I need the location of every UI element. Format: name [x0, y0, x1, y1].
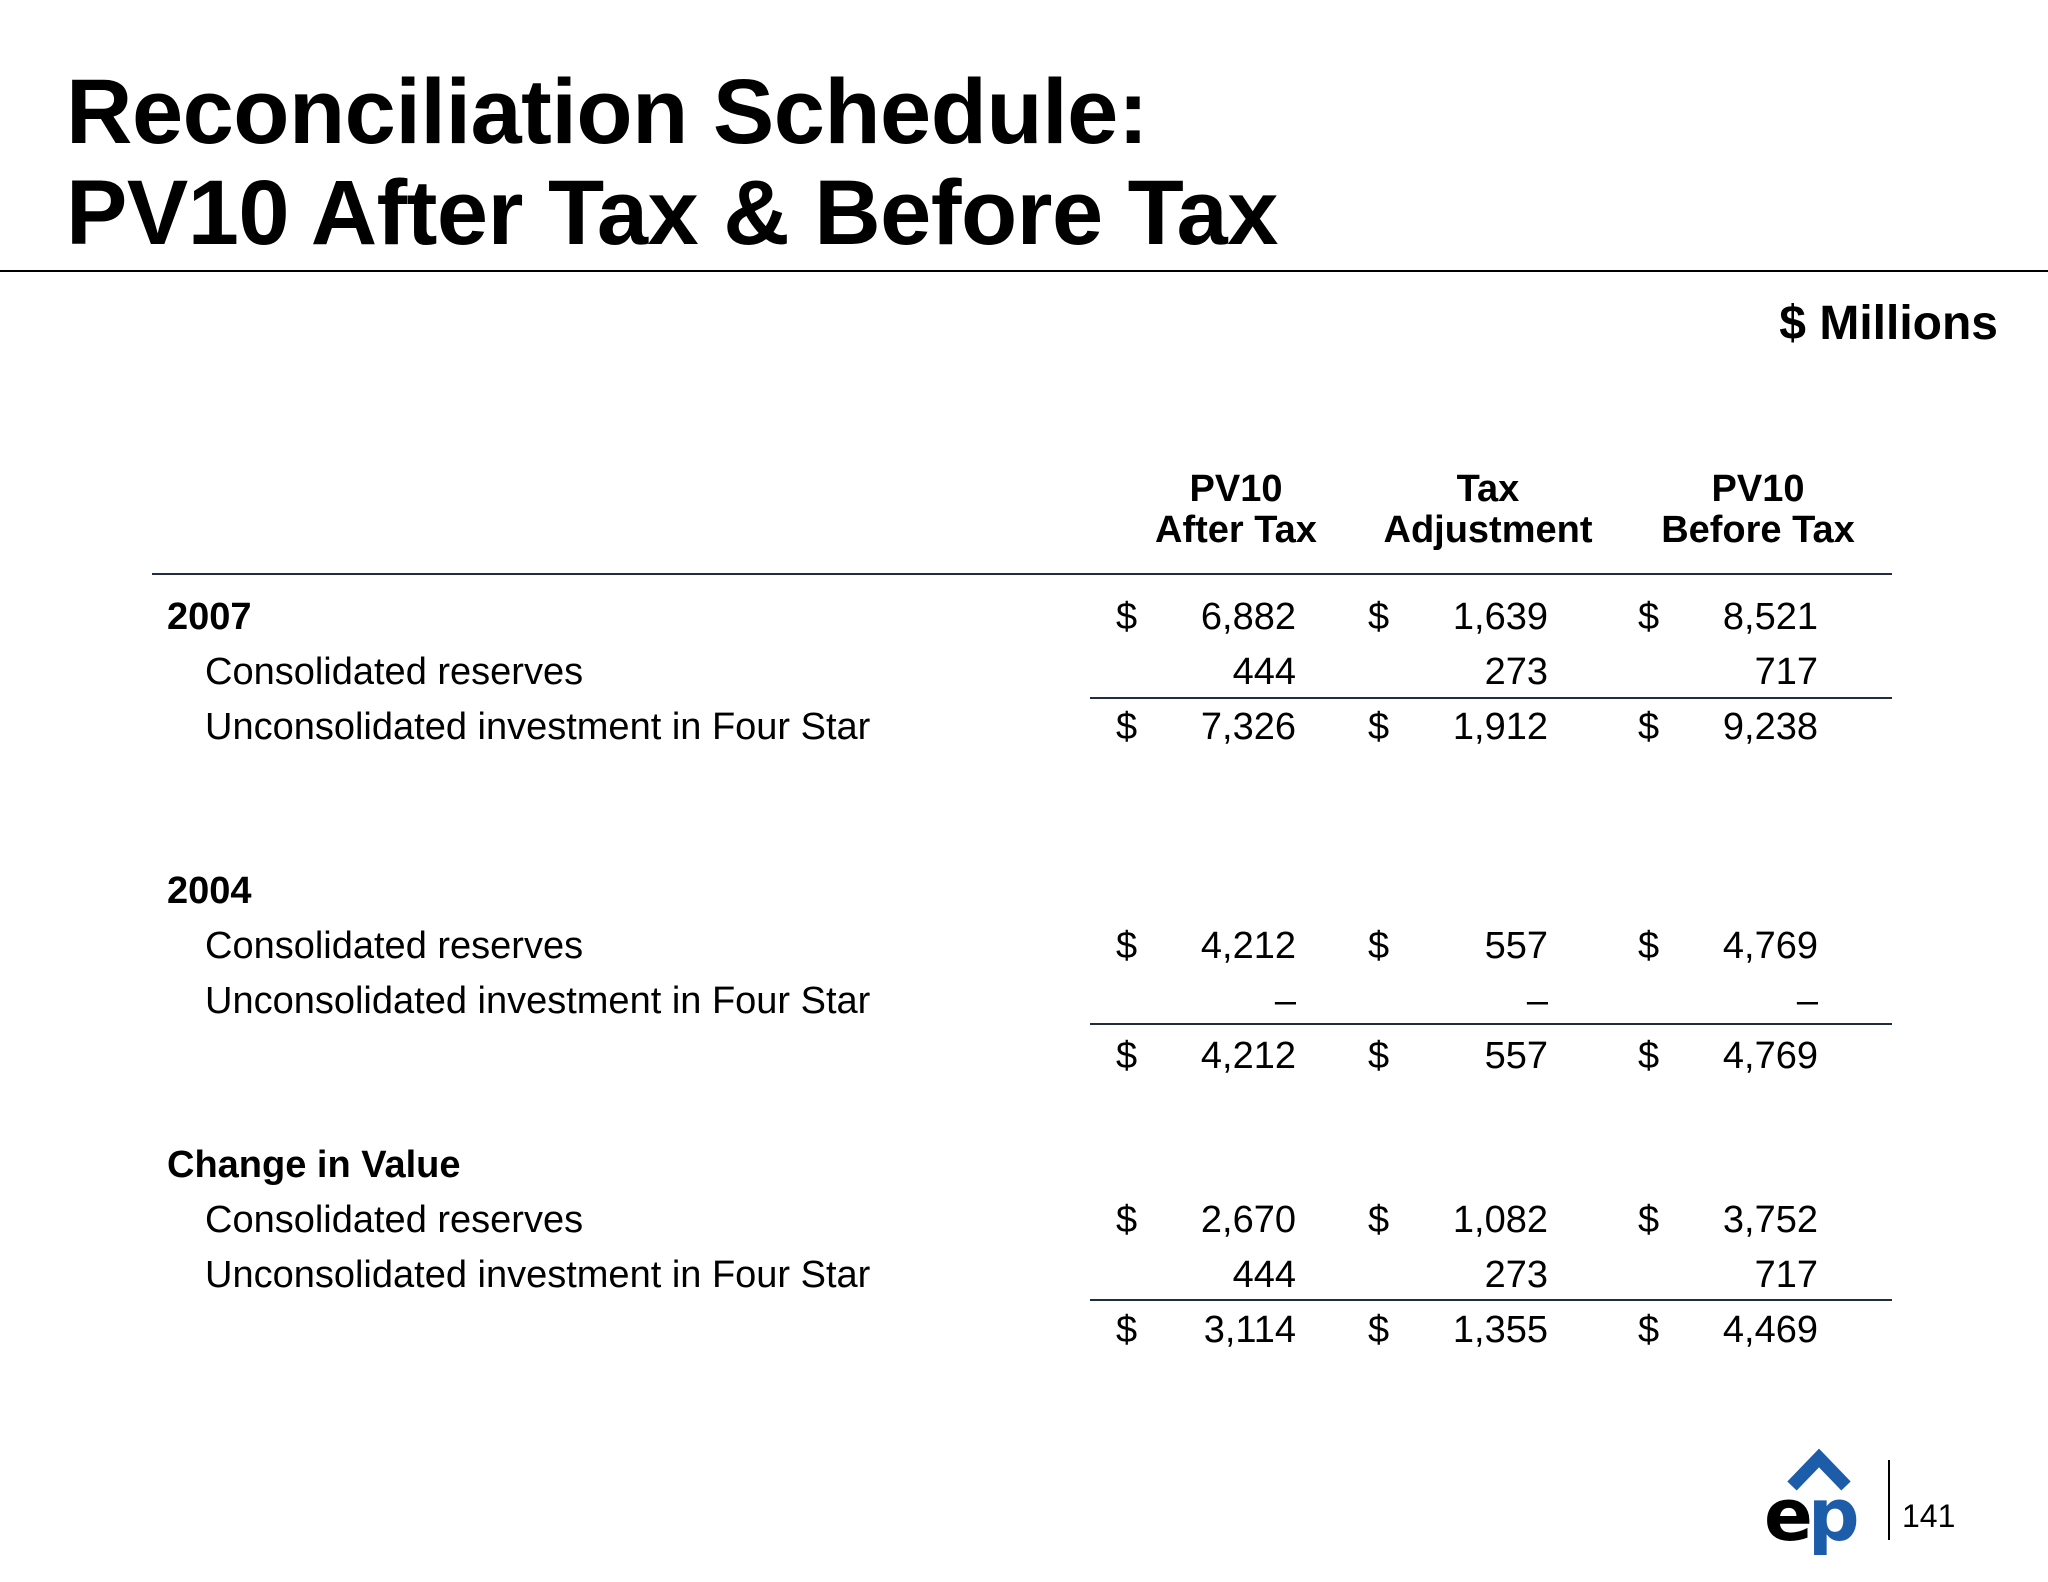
value-cell — [1638, 1193, 1818, 1248]
currency-symbol: $ — [1368, 706, 1390, 748]
column-header-tax-adjustment: Tax Adjustment — [1383, 468, 1593, 551]
cell-value: 273 — [1484, 651, 1548, 693]
slide-title — [66, 62, 1278, 264]
value-cell — [1638, 1029, 1818, 1084]
cell-value: 9,238 — [1722, 706, 1818, 748]
cell-value: 1,639 — [1452, 596, 1548, 638]
cell-value: 1,082 — [1452, 1199, 1548, 1241]
value-cell — [1116, 700, 1296, 755]
cell-value: 8,521 — [1722, 596, 1818, 638]
value-cell — [1638, 1248, 1818, 1303]
cell-value: – — [1274, 980, 1296, 1022]
value-cell — [1116, 1193, 1296, 1248]
cell-value: 444 — [1232, 651, 1296, 693]
value-cell — [1368, 590, 1548, 645]
value-cell — [1116, 919, 1296, 974]
value-cell — [1368, 700, 1548, 755]
title-line-1: Reconciliation Schedule: — [66, 61, 1148, 163]
currency-symbol: $ — [1368, 1309, 1390, 1351]
cell-value: 3,752 — [1722, 1199, 1818, 1241]
value-cell — [1368, 1193, 1548, 1248]
cell-value: 6,882 — [1200, 596, 1296, 638]
value-cell — [1638, 645, 1818, 700]
logo-letter-p: p — [1808, 1473, 1860, 1557]
cell-value: 4,769 — [1722, 1035, 1818, 1077]
cell-value: 444 — [1232, 1254, 1296, 1296]
currency-symbol: $ — [1368, 1199, 1390, 1241]
value-cell — [1368, 1029, 1548, 1084]
title-divider — [0, 270, 2048, 272]
currency-symbol: $ — [1116, 706, 1138, 748]
table-row — [0, 700, 2048, 755]
section-label: 2007 — [167, 596, 252, 638]
value-cell — [1368, 1248, 1548, 1303]
logo-divider — [1888, 1460, 1890, 1540]
units-label: $ Millions — [1779, 297, 1998, 350]
table-row — [0, 919, 2048, 974]
cell-value: – — [1526, 980, 1548, 1022]
currency-symbol: $ — [1638, 1309, 1660, 1351]
cell-value: 4,469 — [1722, 1309, 1818, 1351]
cell-value: 4,212 — [1200, 1035, 1296, 1077]
table-row — [0, 974, 2048, 1029]
table-row — [0, 1248, 2048, 1303]
column-header-pv10-after-tax: PV10 After Tax — [1155, 468, 1317, 551]
logo-letter-e: e — [1764, 1473, 1813, 1557]
cell-value: 557 — [1484, 1035, 1548, 1077]
cell-value: 4,769 — [1722, 925, 1818, 967]
currency-symbol: $ — [1116, 1035, 1138, 1077]
currency-symbol: $ — [1638, 596, 1660, 638]
total-row — [0, 1029, 2048, 1084]
currency-symbol: $ — [1116, 925, 1138, 967]
value-cell — [1368, 919, 1548, 974]
currency-symbol: $ — [1116, 596, 1138, 638]
section-row — [0, 864, 2048, 919]
cell-value: – — [1796, 980, 1818, 1022]
value-cell — [1368, 974, 1548, 1029]
column-header-pv10-before-tax: PV10 Before Tax — [1661, 468, 1855, 551]
cell-value: 557 — [1484, 925, 1548, 967]
cell-value: 4,212 — [1200, 925, 1296, 967]
cell-value: 7,326 — [1200, 706, 1296, 748]
value-cell — [1638, 590, 1818, 645]
row-label: Consolidated reserves — [205, 1199, 584, 1241]
currency-symbol: $ — [1638, 925, 1660, 967]
currency-symbol: $ — [1368, 1035, 1390, 1077]
value-cell — [1116, 1248, 1296, 1303]
table-row — [0, 645, 2048, 700]
currency-symbol: $ — [1116, 1199, 1138, 1241]
value-cell — [1116, 1029, 1296, 1084]
cell-value: 3,114 — [1203, 1309, 1296, 1351]
row-label: Unconsolidated investment in Four Star — [205, 706, 871, 748]
cell-value: 1,912 — [1452, 706, 1548, 748]
section-row — [0, 590, 2048, 645]
page-number: 141 — [1902, 1498, 1956, 1534]
currency-symbol: $ — [1638, 1199, 1660, 1241]
value-cell — [1638, 919, 1818, 974]
value-cell — [1116, 1303, 1296, 1358]
section-label: 2004 — [167, 870, 252, 912]
value-cell — [1116, 974, 1296, 1029]
title-line-2: PV10 After Tax & Before Tax — [66, 162, 1278, 264]
cell-value: 717 — [1754, 1254, 1818, 1296]
row-label: Unconsolidated investment in Four Star — [205, 1254, 871, 1296]
header-underline — [152, 573, 1892, 575]
cell-value: 2,670 — [1200, 1199, 1296, 1241]
section-row — [0, 1138, 2048, 1193]
cell-value: 273 — [1484, 1254, 1548, 1296]
row-label: Consolidated reserves — [205, 925, 584, 967]
currency-symbol: $ — [1368, 596, 1390, 638]
value-cell — [1116, 590, 1296, 645]
currency-symbol: $ — [1116, 1309, 1138, 1351]
value-cell — [1116, 645, 1296, 700]
section-label: Change in Value — [167, 1144, 461, 1186]
value-cell — [1638, 974, 1818, 1029]
table-row — [0, 1193, 2048, 1248]
row-label: Unconsolidated investment in Four Star — [205, 980, 871, 1022]
value-cell — [1368, 1303, 1548, 1358]
currency-symbol: $ — [1368, 925, 1390, 967]
row-label: Consolidated reserves — [205, 651, 584, 693]
value-cell — [1368, 645, 1548, 700]
ep-logo — [1762, 1446, 1877, 1561]
currency-symbol: $ — [1638, 1035, 1660, 1077]
value-cell — [1638, 700, 1818, 755]
value-cell — [1638, 1303, 1818, 1358]
currency-symbol: $ — [1638, 706, 1660, 748]
cell-value: 1,355 — [1452, 1309, 1548, 1351]
cell-value: 717 — [1754, 651, 1818, 693]
total-row — [0, 1303, 2048, 1358]
